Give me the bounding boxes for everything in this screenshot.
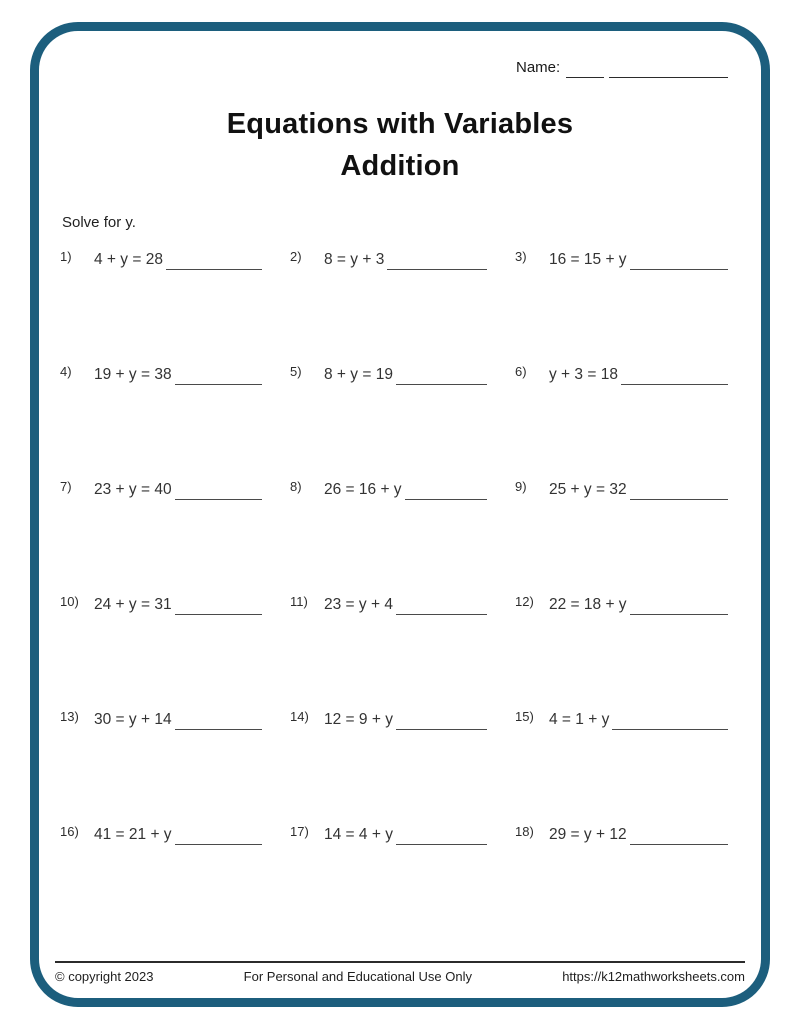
problem-number: 6): [515, 364, 527, 379]
problem-4: [60, 361, 290, 385]
answer-blank-line: [175, 368, 262, 385]
problem-number: 12): [515, 594, 534, 609]
problem-8: [290, 476, 515, 500]
problem-12: [515, 591, 728, 615]
problem-7: [60, 476, 290, 500]
problem-number: 18): [515, 824, 534, 839]
answer-blank-line: [405, 483, 487, 500]
name-blank-line: [609, 59, 728, 78]
worksheet-title: [0, 103, 800, 187]
problem-equation: 8 = y + 3: [324, 251, 385, 268]
copyright-text: © copyright 2023: [55, 969, 154, 984]
problem-16: [60, 821, 290, 845]
answer-blank-line: [630, 483, 728, 500]
name-label: Name:: [516, 59, 561, 76]
problem-equation: 16 = 15 + y: [549, 251, 627, 268]
problem-1: [60, 246, 290, 270]
problem-9: [515, 476, 728, 500]
problem-number: 1): [60, 249, 72, 264]
usage-text: For Personal and Educational Use Only: [243, 969, 473, 984]
answer-blank-line: [175, 713, 262, 730]
problem-number: 5): [290, 364, 302, 379]
problem-18: [515, 821, 728, 845]
problem-equation: 4 + y = 28: [94, 251, 163, 268]
answer-blank-line: [396, 368, 487, 385]
problem-number: 16): [60, 824, 79, 839]
answer-blank-line: [396, 828, 487, 845]
problem-number: 2): [290, 249, 302, 264]
answer-blank-line: [612, 713, 728, 730]
website-link[interactable]: https://k12mathworksheets.com: [562, 969, 745, 984]
name-blank-line: [566, 59, 604, 78]
answer-blank-line: [630, 598, 728, 615]
answer-blank-line: [175, 483, 262, 500]
name-field-row: [516, 58, 728, 78]
problem-equation: 24 + y = 31: [94, 596, 172, 613]
problem-equation: 29 = y + 12: [549, 826, 627, 843]
problem-number: 10): [60, 594, 79, 609]
problem-3: [515, 246, 728, 270]
problems-grid: [60, 246, 728, 936]
problem-number: 13): [60, 709, 79, 724]
problem-equation: 14 = 4 + y: [324, 826, 393, 843]
problem-17: [290, 821, 515, 845]
footer-divider: [55, 961, 745, 963]
problem-equation: 30 = y + 14: [94, 711, 172, 728]
title-line-1: Equations with Variables: [226, 108, 574, 140]
answer-blank-line: [175, 828, 262, 845]
problem-13: [60, 706, 290, 730]
answer-blank-line: [630, 828, 728, 845]
problem-equation: 25 + y = 32: [549, 481, 627, 498]
answer-blank-line: [630, 253, 728, 270]
problem-15: [515, 706, 728, 730]
problem-equation: 12 = 9 + y: [324, 711, 393, 728]
footer: [55, 969, 745, 984]
problem-number: 15): [515, 709, 534, 724]
answer-blank-line: [175, 598, 262, 615]
problem-equation: 23 = y + 4: [324, 596, 393, 613]
problem-equation: 4 = 1 + y: [549, 711, 610, 728]
problem-11: [290, 591, 515, 615]
problem-5: [290, 361, 515, 385]
problem-equation: 23 + y = 40: [94, 481, 172, 498]
problem-equation: 19 + y = 38: [94, 366, 172, 383]
problem-number: 11): [290, 594, 308, 609]
answer-blank-line: [621, 368, 728, 385]
problem-number: 8): [290, 479, 302, 494]
problem-equation: 41 = 21 + y: [94, 826, 172, 843]
problem-equation: y + 3 = 18: [549, 366, 618, 383]
problem-2: [290, 246, 515, 270]
problem-number: 7): [60, 479, 72, 494]
problem-number: 3): [515, 249, 527, 264]
problem-14: [290, 706, 515, 730]
problem-number: 9): [515, 479, 527, 494]
problem-equation: 8 + y = 19: [324, 366, 393, 383]
answer-blank-line: [166, 253, 262, 270]
instruction-text: Solve for y.: [62, 214, 136, 231]
problem-number: 4): [60, 364, 72, 379]
answer-blank-line: [396, 713, 487, 730]
problem-number: 14): [290, 709, 309, 724]
problem-number: 17): [290, 824, 309, 839]
title-line-2: Addition: [340, 150, 460, 182]
problem-10: [60, 591, 290, 615]
answer-blank-line: [396, 598, 487, 615]
problem-equation: 26 = 16 + y: [324, 481, 402, 498]
problem-6: [515, 361, 728, 385]
answer-blank-line: [387, 253, 487, 270]
problem-equation: 22 = 18 + y: [549, 596, 627, 613]
